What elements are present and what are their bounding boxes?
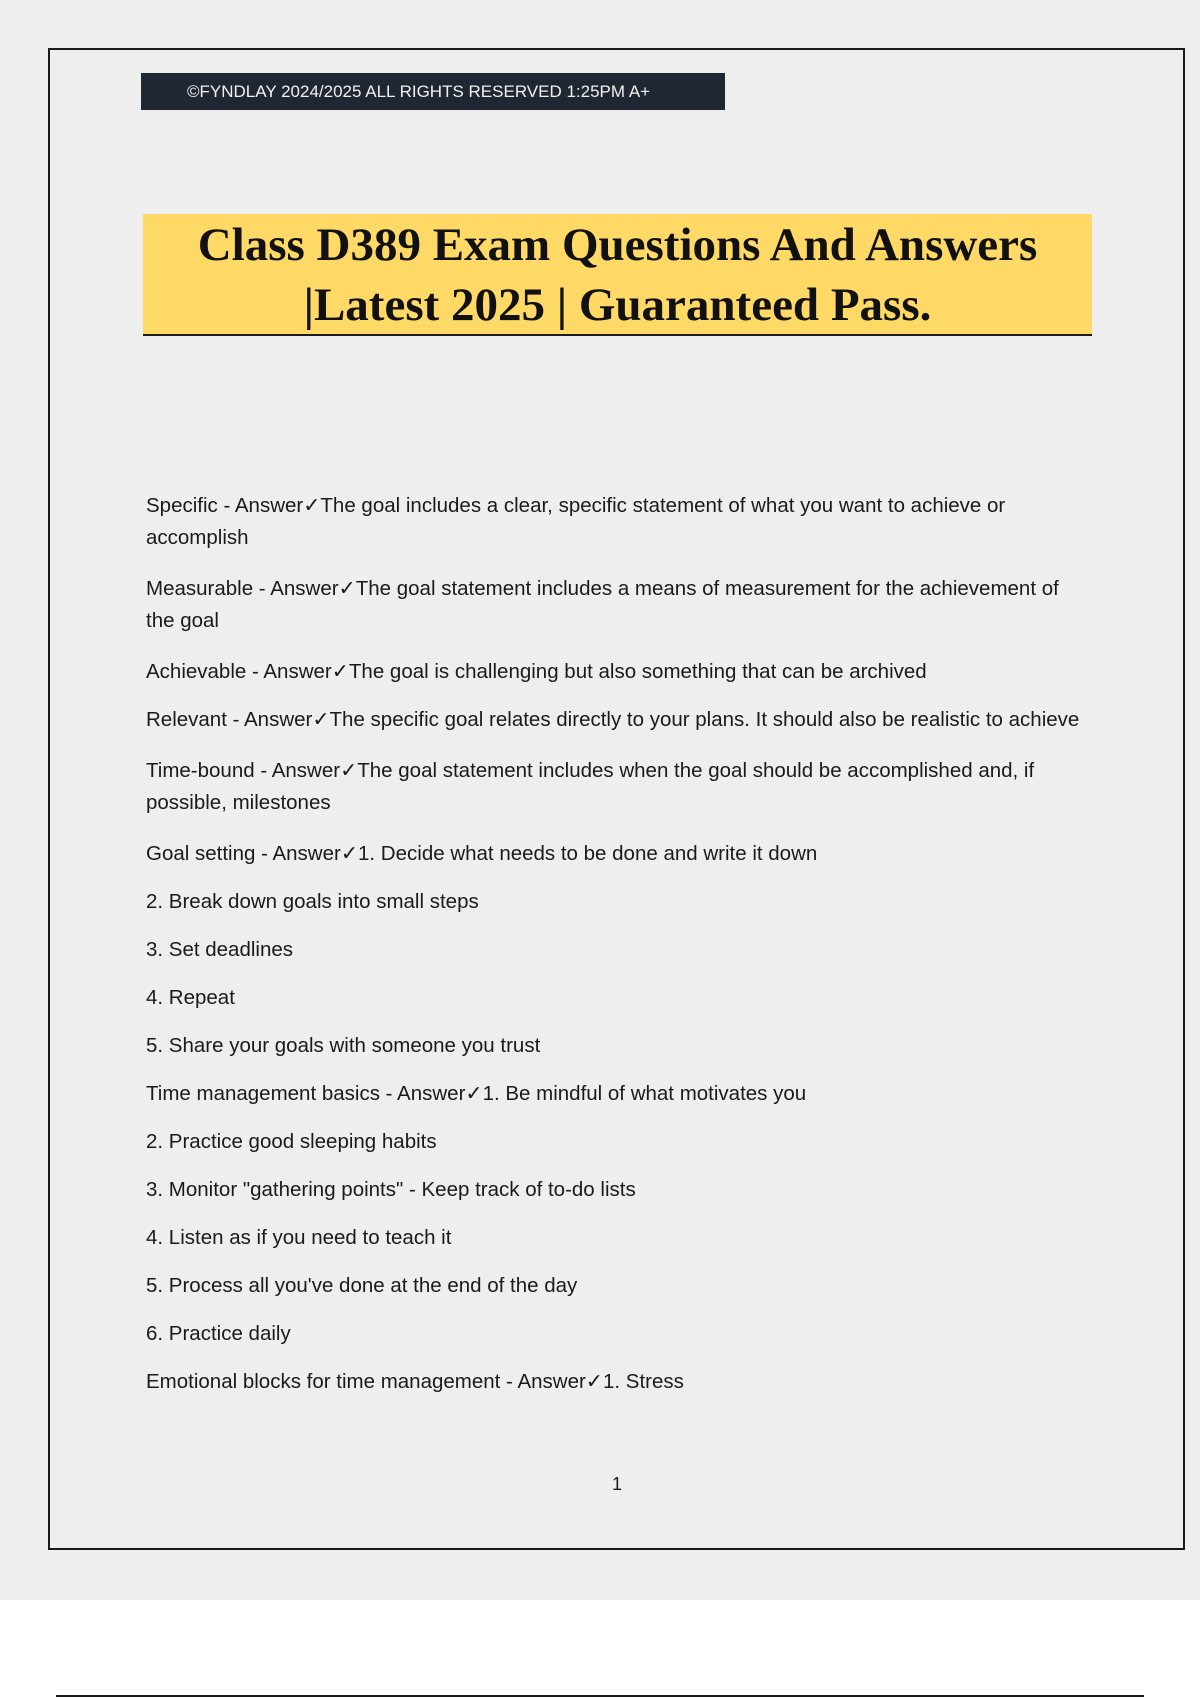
qa-entry-specific: Specific - Answer✓The goal includes a clear, specific statement of what you want to achieve or accomplish — [146, 494, 1006, 549]
list-item: 5. Process all you've done at the end of the day — [146, 1274, 578, 1297]
title-line-2: |Latest 2025 | Guaranteed Pass. — [303, 279, 932, 331]
copyright-text: ©FYNDLAY 2024/2025 ALL RIGHTS RESERVED 1:25PM A+ — [187, 82, 651, 101]
copyright-banner — [141, 73, 725, 110]
qa-entry-emotional-blocks: Emotional blocks for time management - Answer✓1. Stress — [146, 1370, 684, 1393]
list-item: 4. Listen as if you need to teach it — [146, 1226, 452, 1249]
qa-entry-relevant: Relevant - Answer✓The specific goal relates directly to your plans. It should also be realistic to achieve — [146, 708, 1080, 731]
page-number: 1 — [611, 1474, 622, 1494]
qa-entry-measurable: Measurable - Answer✓The goal statement includes a means of measurement for the achievement of the goal — [146, 577, 1059, 632]
qa-entry-achievable: Achievable - Answer✓The goal is challenging but also something that can be archived — [146, 660, 927, 683]
next-page-top-rule — [56, 1695, 1144, 1697]
title-line-1: Class D389 Exam Questions And Answers — [197, 219, 1038, 271]
qa-list — [146, 490, 1086, 1414]
list-item: 5. Share your goals with someone you trust — [146, 1034, 541, 1057]
qa-entry-time-bound: Time-bound - Answer✓The goal statement includes when the goal should be accomplished and, if possible, milestones — [146, 759, 1035, 814]
list-item: 3. Set deadlines — [146, 938, 294, 961]
list-item: 6. Practice daily — [146, 1322, 291, 1345]
list-item: 4. Repeat — [146, 986, 235, 1009]
list-item: 2. Practice good sleeping habits — [146, 1130, 437, 1153]
list-item: 3. Monitor "gathering points" - Keep track of to-do lists — [146, 1178, 636, 1201]
list-item: 2. Break down goals into small steps — [146, 890, 479, 913]
qa-entry-goal-setting: Goal setting - Answer✓1. Decide what needs to be done and write it down — [146, 842, 818, 865]
qa-entry-time-management-basics: Time management basics - Answer✓1. Be mindful of what motivates you — [146, 1082, 807, 1105]
document-title — [143, 214, 1092, 336]
